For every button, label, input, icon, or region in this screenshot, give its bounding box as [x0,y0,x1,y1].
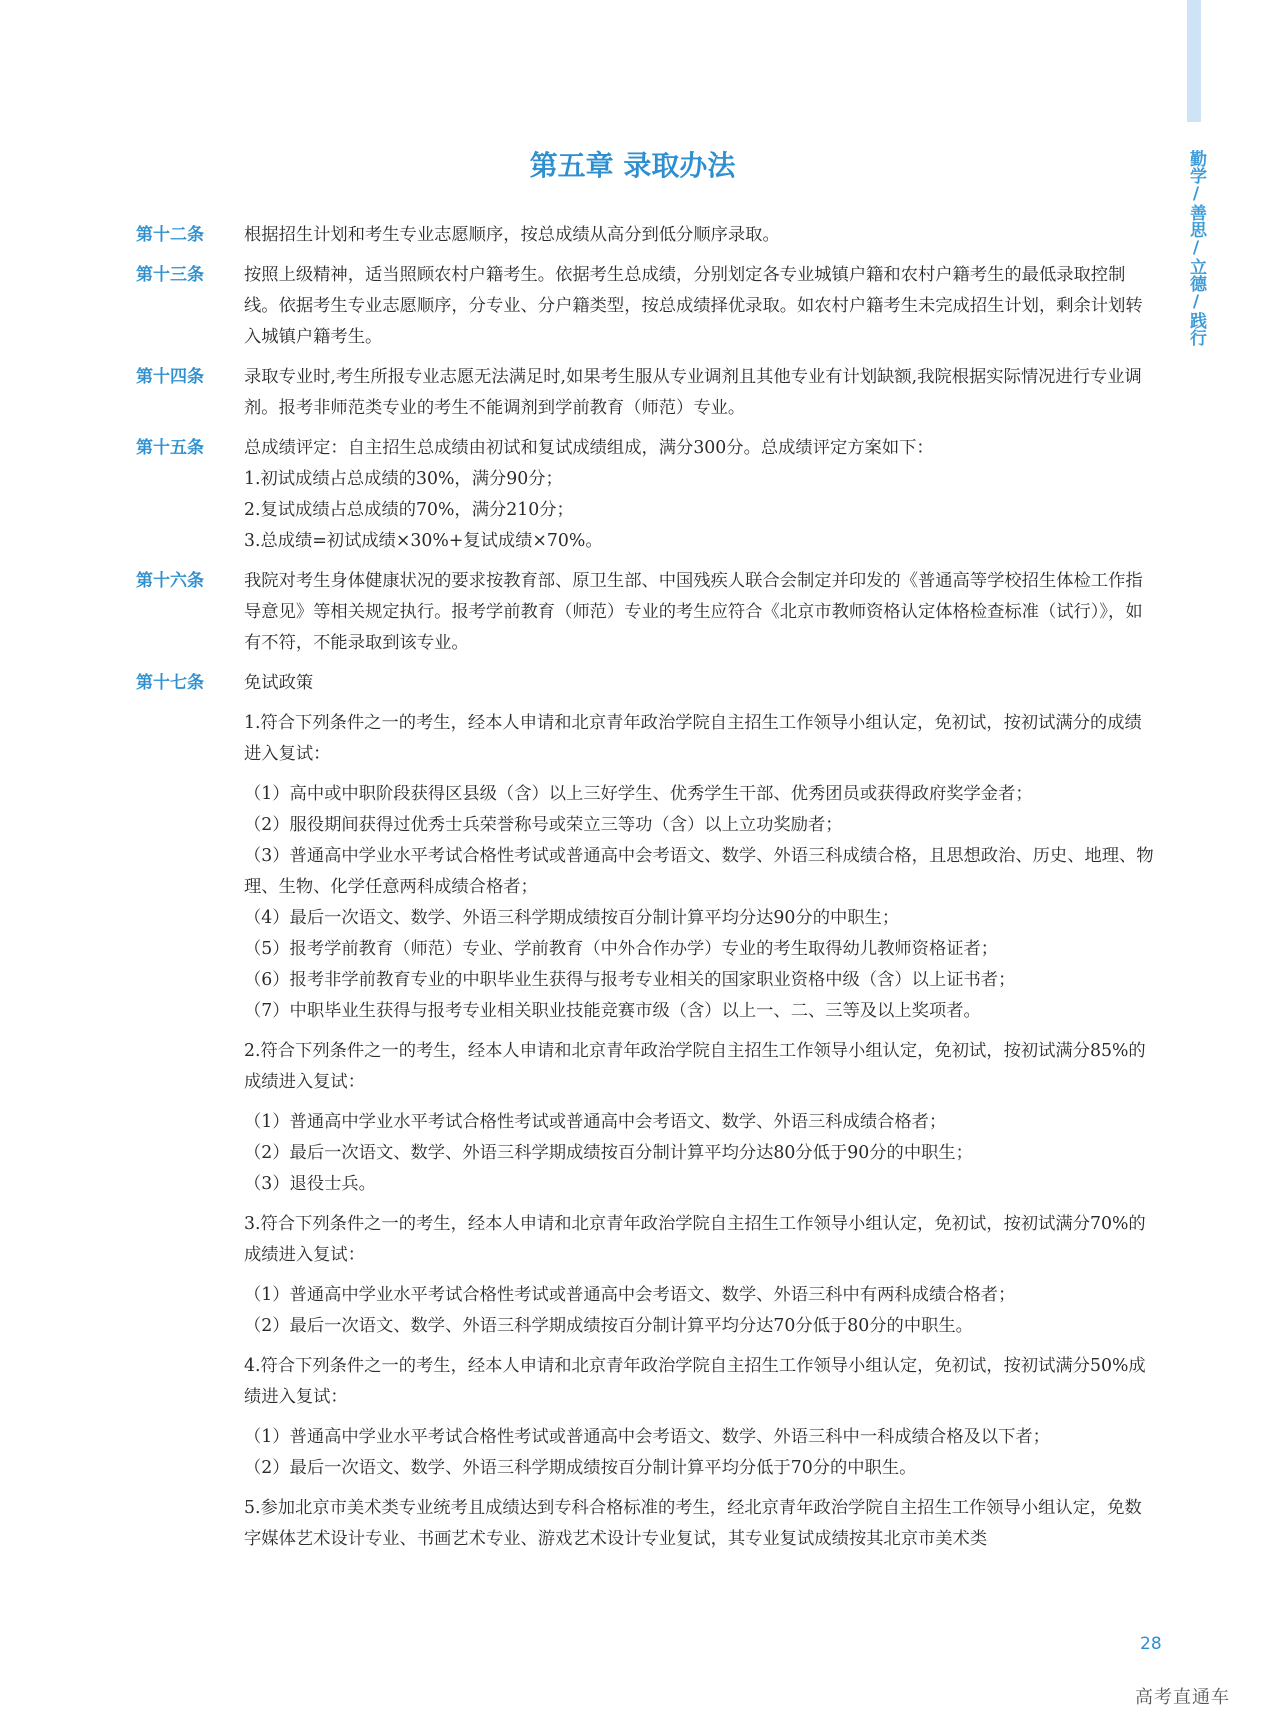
side-motto: 勤学/善思/立德/践行 [1186,150,1206,346]
list-item: （3）普通高中学业水平考试合格性考试或普通高中会考语文、数学、外语三科成绩合格，且思想政治、历史、地理、物理、生物、化学任意两科成绩合格者； [244,846,1154,897]
exemption-list [244,779,1154,1027]
article-label: 第十三条 [136,265,204,285]
list-item: （3）退役士兵。 [244,1174,376,1194]
list-item: （1）普通高中学业水平考试合格性考试或普通高中会考语文、数学、外语三科中一科成绩合格及以下者； [244,1427,1050,1447]
article-17 [136,668,1154,1555]
list-item: （6）报考非学前教育专业的中职毕业生获得与报考专业相关的国家职业资格中级（含）以上证书者； [244,970,1016,990]
list-item: （1）高中或中职阶段获得区县级（含）以上三好学生、优秀学生干部、优秀团员或获得政府奖学金者； [244,784,1033,804]
article-text: 总成绩评定：自主招生总成绩由初试和复试成绩组成，满分300分。总成绩评定方案如下： [244,438,934,458]
list-item: （5）报考学前教育（师范）专业、学前教育（中外合作办学）专业的考生取得幼儿教师资格证者； [244,939,999,959]
article-14 [136,362,1154,424]
article-16 [136,566,1154,659]
exemption-intro: 1.符合下列条件之一的考生，经本人申请和北京青年政治学院自主招生工作领导小组认定，免初试，按初试满分的成绩进入复试： [244,713,1142,764]
list-item: （2）最后一次语文、数学、外语三科学期成绩按百分制计算平均分达70分低于80分的中职生。 [244,1316,973,1336]
article-12 [136,220,1154,251]
list-item: （2）最后一次语文、数学、外语三科学期成绩按百分制计算平均分达80分低于90分的中职生； [244,1143,973,1163]
article-text: 按照上级精神，适当照顾农村户籍考生。依据考生总成绩，分别划定各专业城镇户籍和农村户籍考生的最低录取控制线。依据考生专业志愿顺序，分专业、分户籍类型，按总成绩择优录取。如农村户籍考生未完成招生计划，剩余计划转入城镇户籍考生。 [244,265,1143,347]
article-15 [136,433,1154,557]
article-line: 3.总成绩=初试成绩×30%+复试成绩×70%。 [244,531,603,551]
list-item: （1）普通高中学业水平考试合格性考试或普通高中会考语文、数学、外语三科中有两科成绩合格者； [244,1285,1016,1305]
list-item: （1）普通高中学业水平考试合格性考试或普通高中会考语文、数学、外语三科成绩合格者； [244,1112,947,1132]
exemption-list [244,1280,1154,1342]
article-text: 免试政策 [244,673,314,693]
article-text: 根据招生计划和考生专业志愿顺序，按总成绩从高分到低分顺序录取。 [244,225,780,245]
exemption-intro: 3.符合下列条件之一的考生，经本人申请和北京青年政治学院自主招生工作领导小组认定，免初试，按初试满分70%的成绩进入复试： [244,1214,1146,1265]
chapter-title: 第五章 录取办法 [529,149,736,182]
article-line: 1.初试成绩占总成绩的30%，满分90分； [244,469,563,489]
exemption-intro: 5.参加北京市美术类专业统考且成绩达到专科合格标准的考生，经北京青年政治学院自主招生工作领导小组认定，免数字媒体艺术设计专业、书画艺术专业、游戏艺术设计专业复试，其专业复试成绩按其北京市美术类 [244,1498,1142,1549]
article-label: 第十七条 [136,673,204,693]
side-accent-bar [1187,0,1201,122]
article-text: 我院对考生身体健康状况的要求按教育部、原卫生部、中国残疾人联合会制定并印发的《普通高等学校招生体检工作指导意见》等相关规定执行。报考学前教育（师范）专业的考生应符合《北京市教师资格认定体格检查标准（试行）》，如有不符，不能录取到该专业。 [244,571,1143,653]
exemption-list [244,1107,1154,1200]
article-line: 2.复试成绩占总成绩的70%，满分210分； [244,500,574,520]
exemption-intro: 4.符合下列条件之一的考生，经本人申请和北京青年政治学院自主招生工作领导小组认定，免初试，按初试满分50%成绩进入复试： [244,1356,1146,1407]
article-label: 第十四条 [136,367,204,387]
page-number: 28 [1140,1634,1162,1654]
list-item: （7）中职毕业生获得与报考专业相关职业技能竞赛市级（含）以上一、二、三等及以上奖项者。 [244,1001,981,1021]
watermark-text: 高考直通车 [1135,1687,1230,1708]
article-label: 第十六条 [136,571,204,591]
list-item: （4）最后一次语文、数学、外语三科学期成绩按百分制计算平均分达90分的中职生； [244,908,900,928]
list-item: （2）服役期间获得过优秀士兵荣誉称号或荣立三等功（含）以上立功奖励者； [244,815,843,835]
article-label: 第十五条 [136,438,204,458]
article-label: 第十二条 [136,225,204,245]
list-item: （2）最后一次语文、数学、外语三科学期成绩按百分制计算平均分低于70分的中职生。 [244,1458,917,1478]
page-content [136,220,1154,1564]
article-13 [136,260,1154,353]
exemption-list [244,1422,1154,1484]
exemption-intro: 2.符合下列条件之一的考生，经本人申请和北京青年政治学院自主招生工作领导小组认定，免初试，按初试满分85%的成绩进入复试： [244,1041,1146,1092]
article-text: 录取专业时,考生所报专业志愿无法满足时,如果考生服从专业调剂且其他专业有计划缺额,我院根据实际情况进行专业调剂。报考非师范类专业的考生不能调剂到学前教育（师范）专业。 [244,367,1142,418]
